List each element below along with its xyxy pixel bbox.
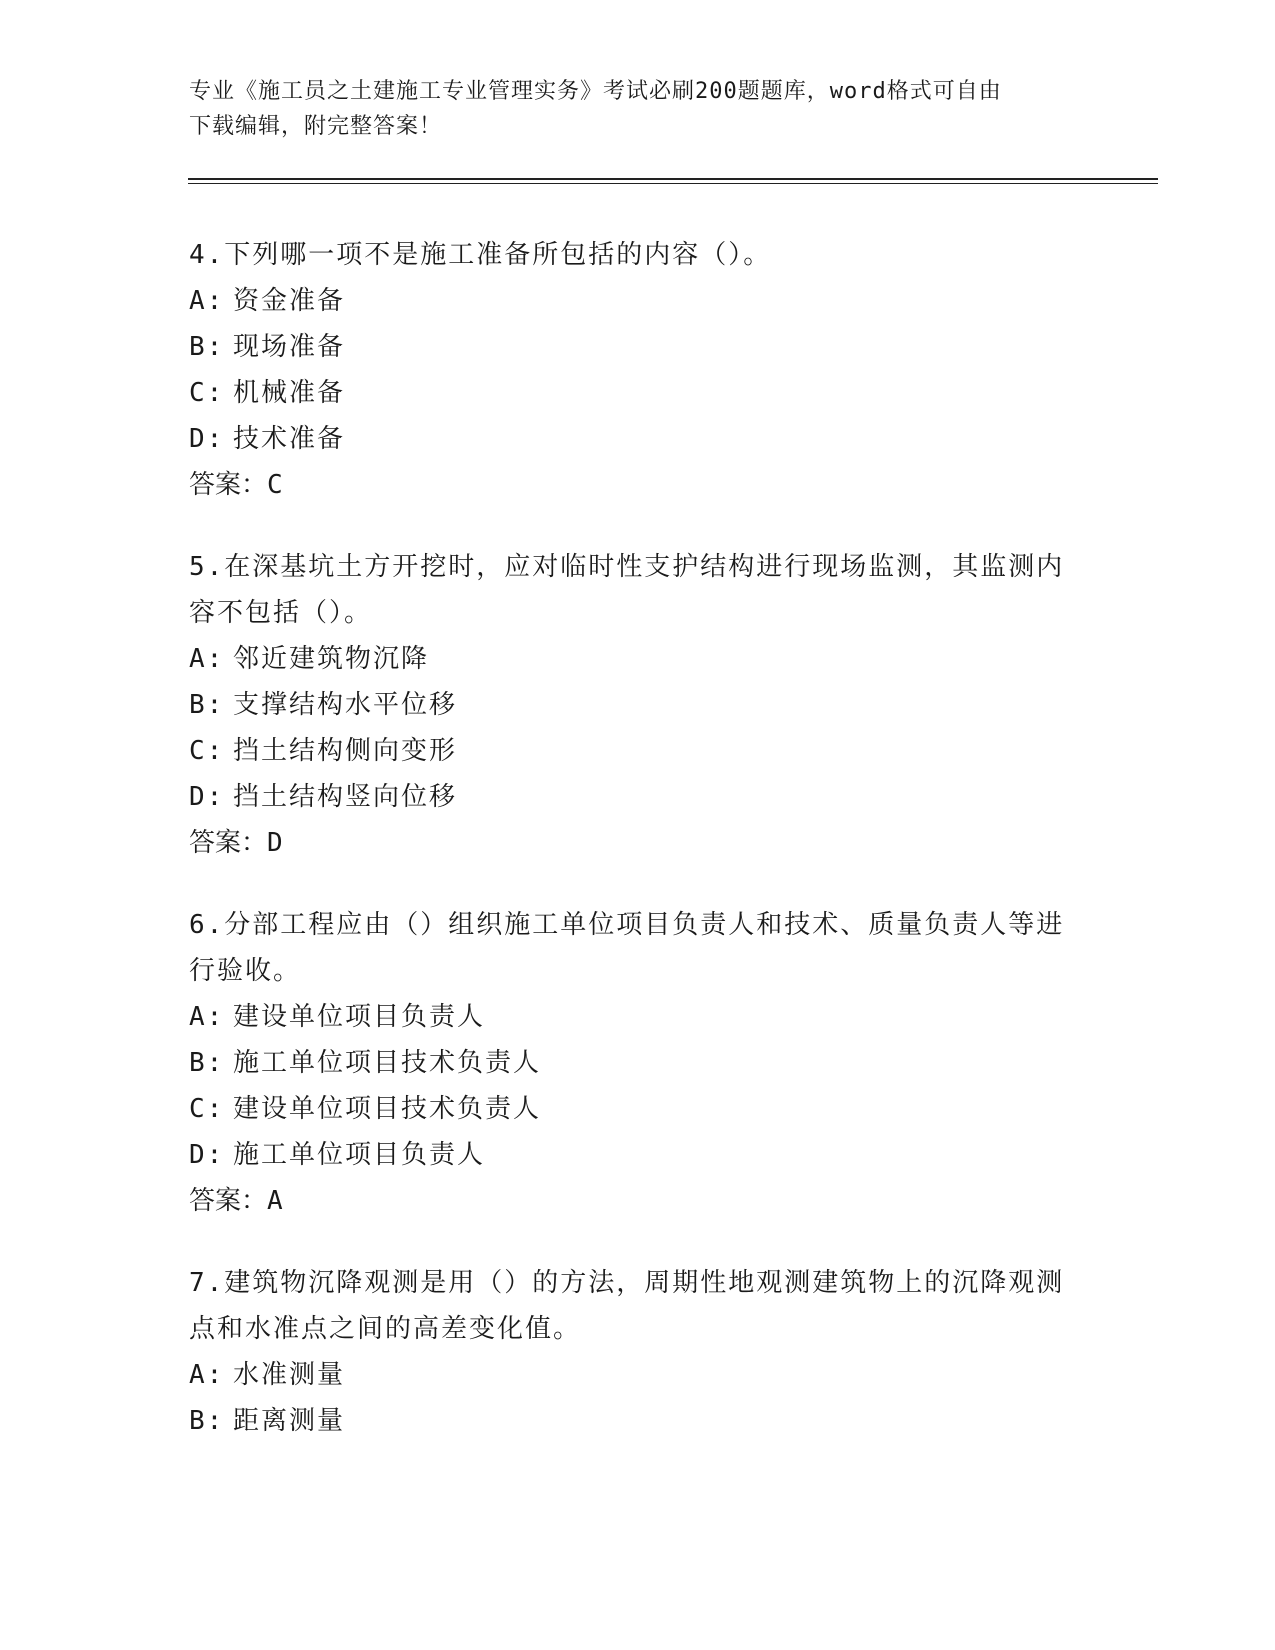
option-letter: B: xyxy=(189,690,225,720)
option-text: 邻近建筑物沉降 xyxy=(233,644,430,674)
answer-label: 答案： xyxy=(189,828,268,858)
option-letter: A: xyxy=(189,644,225,674)
header-line-1: 专业《施工员之土建施工专业管理实务》考试必刷200题题库，word格式可自由 xyxy=(189,79,1002,104)
option-text: 技术准备 xyxy=(233,424,346,454)
option-d xyxy=(189,774,1069,820)
question-list xyxy=(189,232,1069,1480)
answer-line xyxy=(189,1178,1069,1224)
option-text: 水准测量 xyxy=(233,1360,346,1390)
option-b xyxy=(189,1040,1069,1086)
option-a xyxy=(189,1352,1069,1398)
option-c xyxy=(189,1086,1069,1132)
option-text: 挡土结构竖向位移 xyxy=(233,782,458,812)
option-b xyxy=(189,1398,1069,1444)
question-7 xyxy=(189,1260,1069,1444)
option-text: 施工单位项目技术负责人 xyxy=(233,1048,542,1078)
option-letter: B: xyxy=(189,1048,225,1078)
option-c xyxy=(189,370,1069,416)
option-letter: B: xyxy=(189,332,225,362)
option-text: 距离测量 xyxy=(233,1406,346,1436)
option-letter: C: xyxy=(189,1094,225,1124)
answer-label: 答案： xyxy=(189,1186,268,1216)
option-a xyxy=(189,994,1069,1040)
option-letter: A: xyxy=(189,286,225,316)
answer-value: C xyxy=(267,470,283,500)
header-line-2: 下载编辑，附完整答案！ xyxy=(189,114,443,139)
question-stem: 5.在深基坑土方开挖时，应对临时性支护结构进行现场监测，其监测内容不包括（）。 xyxy=(189,552,1065,628)
header-divider-thin xyxy=(188,183,1158,184)
option-letter: B: xyxy=(189,1406,225,1436)
option-d xyxy=(189,416,1069,462)
answer-line xyxy=(189,820,1069,866)
option-letter: D: xyxy=(189,1140,225,1170)
answer-label: 答案： xyxy=(189,470,268,500)
option-d xyxy=(189,1132,1069,1178)
option-text: 建设单位项目技术负责人 xyxy=(233,1094,542,1124)
option-text: 建设单位项目负责人 xyxy=(233,1002,486,1032)
option-text: 挡土结构侧向变形 xyxy=(233,736,458,766)
header-divider-thick xyxy=(188,178,1158,180)
option-c xyxy=(189,728,1069,774)
option-b xyxy=(189,324,1069,370)
question-4 xyxy=(189,232,1069,508)
option-text: 现场准备 xyxy=(233,332,346,362)
option-a xyxy=(189,636,1069,682)
option-text: 机械准备 xyxy=(233,378,346,408)
option-a xyxy=(189,278,1069,324)
question-stem: 7.建筑物沉降观测是用（）的方法，周期性地观测建筑物上的沉降观测点和水准点之间的高差变化值。 xyxy=(189,1268,1065,1344)
question-stem: 6.分部工程应由（）组织施工单位项目负责人和技术、质量负责人等进行验收。 xyxy=(189,910,1065,986)
question-6 xyxy=(189,902,1069,1224)
document-header xyxy=(189,74,1089,144)
option-letter: A: xyxy=(189,1360,225,1390)
option-letter: D: xyxy=(189,424,225,454)
answer-value: A xyxy=(267,1186,283,1216)
question-stem: 4.下列哪一项不是施工准备所包括的内容（）。 xyxy=(189,240,772,270)
option-letter: D: xyxy=(189,782,225,812)
answer-line xyxy=(189,462,1069,508)
answer-value: D xyxy=(267,828,283,858)
option-text: 资金准备 xyxy=(233,286,346,316)
option-letter: A: xyxy=(189,1002,225,1032)
option-b xyxy=(189,682,1069,728)
option-letter: C: xyxy=(189,736,225,766)
option-text: 支撑结构水平位移 xyxy=(233,690,458,720)
option-text: 施工单位项目负责人 xyxy=(233,1140,486,1170)
option-letter: C: xyxy=(189,378,225,408)
question-5 xyxy=(189,544,1069,866)
